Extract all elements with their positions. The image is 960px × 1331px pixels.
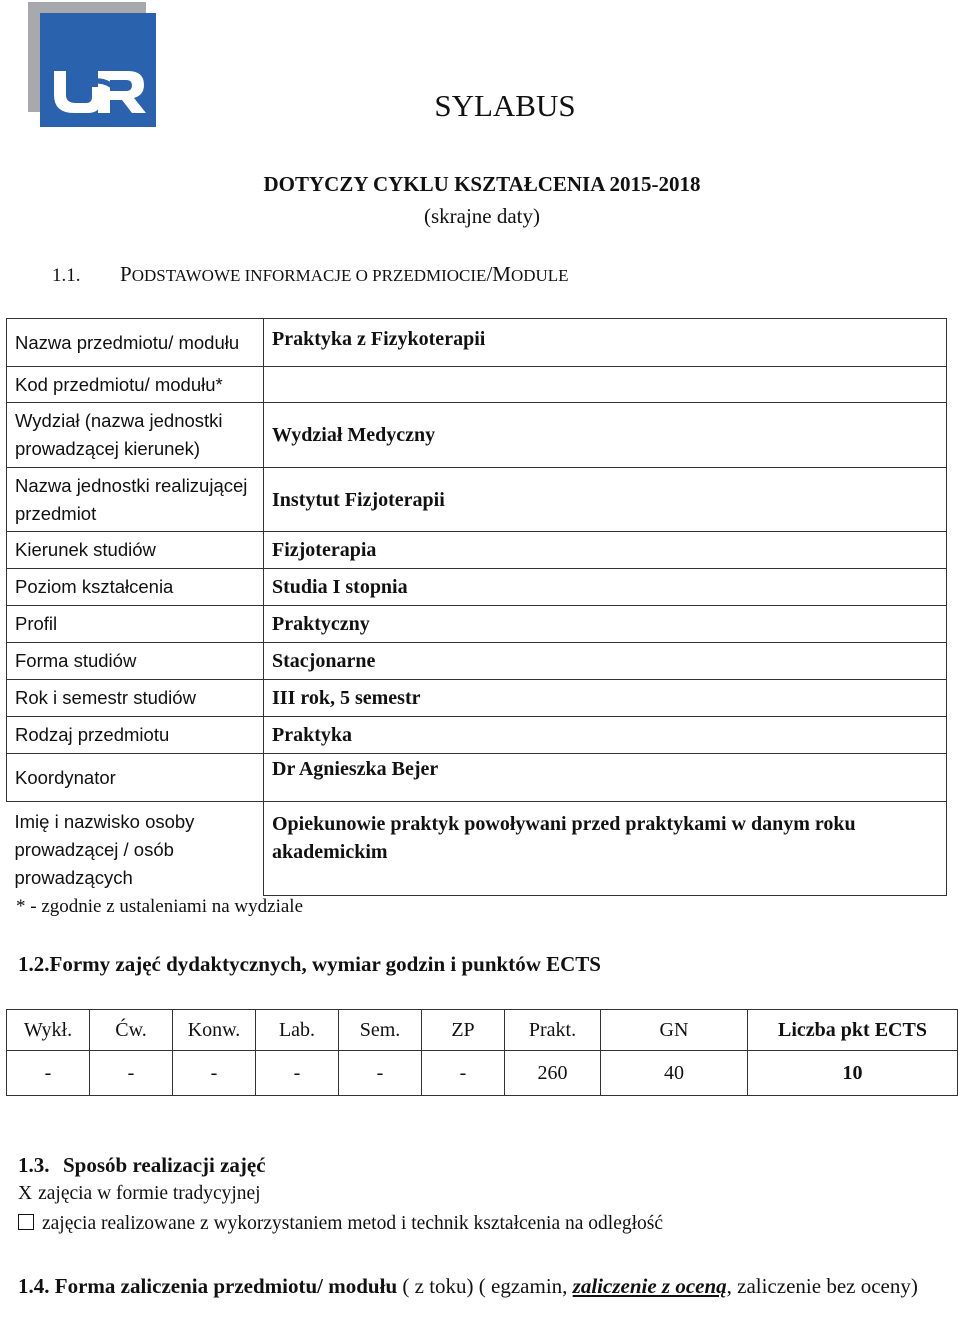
row-value: Wydział Medyczny <box>264 403 947 468</box>
table-row <box>7 569 947 606</box>
row-value: Praktyka z Fizykoterapii <box>264 319 947 367</box>
selected-form: zaliczenie z oceną <box>572 1274 727 1298</box>
table-row <box>7 532 947 569</box>
text-after: , zaliczenie bez oceny) <box>726 1274 918 1298</box>
row-value: Praktyka <box>264 717 947 754</box>
column-header: Prakt. <box>505 1010 601 1051</box>
row-label: Nazwa jednostki realizującej przedmiot <box>7 468 264 532</box>
row-value: Fizjoterapia <box>264 532 947 569</box>
row-value: Instytut Fizjoterapii <box>264 468 947 532</box>
row-label: Forma studiów <box>7 643 264 680</box>
ects-table <box>6 1009 958 1096</box>
section-1-1-heading <box>52 262 569 287</box>
table-row <box>7 1051 958 1096</box>
column-header: Sem. <box>339 1010 422 1051</box>
option-label: zajęcia realizowane z wykorzystaniem metod i technik kształcenia na odległość <box>42 1213 664 1234</box>
row-label: Wydział (nazwa jednostki prowadzącej kierunek) <box>7 403 264 468</box>
table-header-row <box>7 1010 958 1051</box>
option-traditional <box>18 1183 261 1205</box>
table-row <box>7 319 947 367</box>
section-1-4-paragraph <box>18 1271 953 1301</box>
option-label: zajęcia w formie tradycyjnej <box>38 1183 261 1204</box>
section-1-2-heading: 1.2.Formy zajęć dydaktycznych, wymiar godzin i punktów ECTS <box>18 952 601 976</box>
row-label: Profil <box>7 606 264 643</box>
column-header: Wykł. <box>7 1010 90 1051</box>
table-cell: - <box>173 1051 256 1096</box>
row-value: Praktyczny <box>264 606 947 643</box>
table-row <box>7 643 947 680</box>
table-row <box>7 606 947 643</box>
column-header: Konw. <box>173 1010 256 1051</box>
table-cell: 10 <box>748 1051 958 1096</box>
section-1-3-heading <box>18 1153 266 1178</box>
cycle-heading: DOTYCZY CYKLU KSZTAŁCENIA 2015-2018 <box>263 172 701 196</box>
column-header: GN <box>601 1010 748 1051</box>
column-header: Ćw. <box>90 1010 173 1051</box>
table-row <box>7 403 947 468</box>
section-1-4-heading: 1.4. Forma zaliczenia przedmiotu/ modułu <box>18 1274 398 1298</box>
row-value: Opiekunowie praktyk powoływani przed praktykami w danym roku akademickim <box>264 802 947 896</box>
table-row <box>7 754 947 802</box>
row-label: Rodzaj przedmiotu <box>7 717 264 754</box>
row-label: Poziom kształcenia <box>7 569 264 606</box>
row-label: Kierunek studiów <box>7 532 264 569</box>
dates-note: (skrajne daty) <box>423 204 541 228</box>
table-row <box>7 468 947 532</box>
row-value <box>264 367 947 403</box>
table-cell: - <box>339 1051 422 1096</box>
heading-part: P <box>120 262 132 286</box>
column-header: ZP <box>422 1010 505 1051</box>
row-label: Nazwa przedmiotu/ modułu <box>7 319 264 367</box>
row-value: Dr Agnieszka Bejer <box>264 754 947 802</box>
heading-part: ODSTAWOWE INFORMACJE O PRZEDMIOCIE <box>131 266 487 285</box>
table-cell: - <box>256 1051 339 1096</box>
table-row <box>7 367 947 403</box>
column-header: Lab. <box>256 1010 339 1051</box>
text-before: ( z toku) ( egzamin, <box>397 1274 573 1298</box>
row-label: Koordynator <box>7 754 264 802</box>
section-title: Sposób realizacji zajęć <box>63 1153 266 1177</box>
option-distance <box>18 1213 663 1235</box>
row-value: Studia I stopnia <box>264 569 947 606</box>
heading-part: /M <box>486 262 511 286</box>
heading-part: ODULE <box>510 266 569 285</box>
course-info-table <box>6 318 947 896</box>
row-label: Imię i nazwisko osoby prowadzącej / osób prowadzących <box>7 802 264 896</box>
checkbox-icon <box>18 1214 34 1230</box>
checked-mark: X <box>18 1183 33 1204</box>
table-row <box>7 680 947 717</box>
section-number: 1.1. <box>52 265 81 286</box>
document-title: SYLABUS <box>434 88 576 123</box>
footnote: * - zgodnie z ustaleniami na wydziale <box>16 896 304 917</box>
row-value: Stacjonarne <box>264 643 947 680</box>
table-cell: - <box>7 1051 90 1096</box>
table-row <box>7 717 947 754</box>
table-cell: 40 <box>601 1051 748 1096</box>
table-cell: - <box>90 1051 173 1096</box>
row-value: III rok, 5 semestr <box>264 680 947 717</box>
table-row <box>7 802 947 896</box>
row-label: Rok i semestr studiów <box>7 680 264 717</box>
table-cell: 260 <box>505 1051 601 1096</box>
row-label: Kod przedmiotu/ modułu* <box>7 367 264 403</box>
section-number: 1.3. <box>18 1153 50 1177</box>
table-cell: - <box>422 1051 505 1096</box>
column-header: Liczba pkt ECTS <box>748 1010 958 1051</box>
